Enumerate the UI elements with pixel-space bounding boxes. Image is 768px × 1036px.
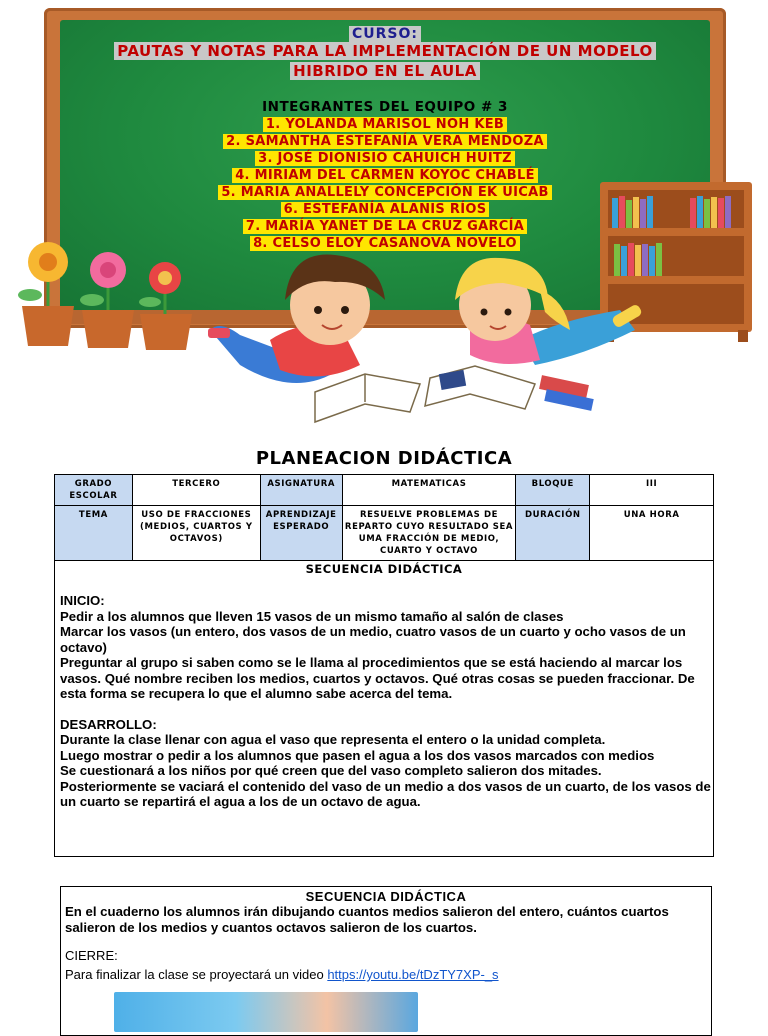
- table-row: [55, 561, 714, 857]
- lesson-plan-table: [54, 474, 714, 857]
- sequence-heading: SECUENCIA DIDÁCTICA: [305, 562, 463, 576]
- topic-label: TEMA: [55, 506, 133, 561]
- table-row: [55, 475, 714, 506]
- flower-pots-image: [18, 242, 192, 350]
- block-label: BLOQUE: [516, 475, 590, 506]
- team-heading: INTEGRANTES DEL EQUIPO # 3: [262, 99, 508, 115]
- classroom-illustration: [0, 170, 768, 430]
- sequence-body-2: [61, 904, 711, 936]
- member-7: 7. MARÍA YANET DE LA CRUZ GARCÍA: [243, 219, 527, 234]
- video-link[interactable]: https://youtu.be/tDzTY7XP-_s: [327, 967, 499, 982]
- start-line-2: Marcar los vasos (un entero, dos vasos de un medio, cuatro vasos de un cuarto y ocho vasos de un octavo): [60, 624, 686, 655]
- duration-value: UNA HORA: [590, 506, 714, 561]
- member-3: 3. JOSÉ DIONISIO CAHUICH HUITZ: [255, 151, 515, 166]
- start-line-1: Pedir a los alumnos que lleven 15 vasos de un mismo tamaño al salón de clases: [60, 608, 564, 624]
- course-label: CURSO:: [349, 26, 421, 42]
- member-5: 5. MARIA ANALLELY CONCEPCIÓN EK UICAB: [218, 185, 551, 200]
- close-paragraph: [61, 967, 711, 983]
- block-value: III: [590, 475, 714, 506]
- children-reading-image: [208, 255, 643, 422]
- sequence-body: [55, 593, 713, 810]
- duration-label: DURACIÓN: [516, 506, 590, 561]
- start-line-3: Preguntar al grupo si saben como se le llama al procedimientos que se está haciendo al marcar los vasos. Qué nombre reciben los medios, cuartos y octavos. Qué otras cosas se pueden fraccionar. De esta forma se recupera lo que el alumno sabe acerca del tema.: [60, 655, 695, 701]
- development-heading: DESARROLLO:: [60, 716, 157, 732]
- development-line-3: Se cuestionará a los niños por qué creen que del vaso completo salieron dos mitades.: [60, 763, 602, 778]
- expected-learning-value: RESUELVE PROBLEMAS DE REPARTO CUYO RESULTADO SEA UMA FRACCIÓN DE MEDIO, CUARTO Y OCTAVO: [342, 506, 516, 561]
- sequence-cell: [55, 561, 714, 857]
- start-heading: INICIO:: [60, 593, 105, 608]
- member-4: 4. MIRIAM DEL CARMEN KOYOC CHABLÉ: [232, 168, 538, 183]
- table-row: [55, 506, 714, 561]
- course-title-line2: HIBRIDO EN EL AULA: [290, 62, 480, 80]
- development-line-1: Durante la clase llenar con agua el vaso que representa el entero o la unidad completa.: [60, 732, 606, 747]
- member-8: 8. CELSO ELOY CASANOVA NOVELO: [250, 236, 520, 251]
- topic-value: USO DE FRACCIONES (MEDIOS, CUARTOS Y OCTAVOS): [132, 506, 260, 561]
- video-thumbnail-image[interactable]: [114, 992, 418, 1032]
- member-2: 2. SAMANTHA ESTEFANÍA VERA MENDOZA: [223, 134, 547, 149]
- member-6: 6. ESTEFANÍA ALANIS RÍOS: [281, 202, 490, 217]
- expected-learning-label: APRENDIZAJE ESPERADO: [260, 506, 342, 561]
- subject-value: MATEMATICAS: [342, 475, 516, 506]
- course-title-line1: PAUTAS Y NOTAS PARA LA IMPLEMENTACIÓN DE UN MODELO: [114, 42, 656, 60]
- grade-value: TERCERO: [132, 475, 260, 506]
- grade-label: GRADO ESCOLAR: [55, 475, 133, 506]
- development-line-4: Posteriormente se vaciará el contenido del vaso de un medio a dos vasos de un cuarto, de los vasos de un cuarto se repartirá el agua a los de un octavo de agua.: [60, 778, 711, 809]
- development-line-2: Luego mostrar o pedir a los alumnos que pasen el agua a los dos vasos marcados con medios: [60, 747, 655, 763]
- plan-title: PLANEACION DIDÁCTICA: [255, 448, 513, 469]
- subject-label: ASIGNATURA: [260, 475, 342, 506]
- close-heading: CIERRE:: [65, 948, 118, 963]
- member-1: 1. YOLANDA MARISOL NOH KEB: [263, 117, 507, 132]
- drawing-instructions: En el cuaderno los alumnos irán dibujando cuantos medios salieron del entero, cuántos cuartos salieron de los medios y cuantos octavos salieron de los cuartos.: [65, 904, 669, 935]
- sequence-heading-2: SECUENCIA DIDÁCTICA: [305, 889, 467, 904]
- close-text: Para finalizar la clase se proyectará un video: [65, 967, 328, 982]
